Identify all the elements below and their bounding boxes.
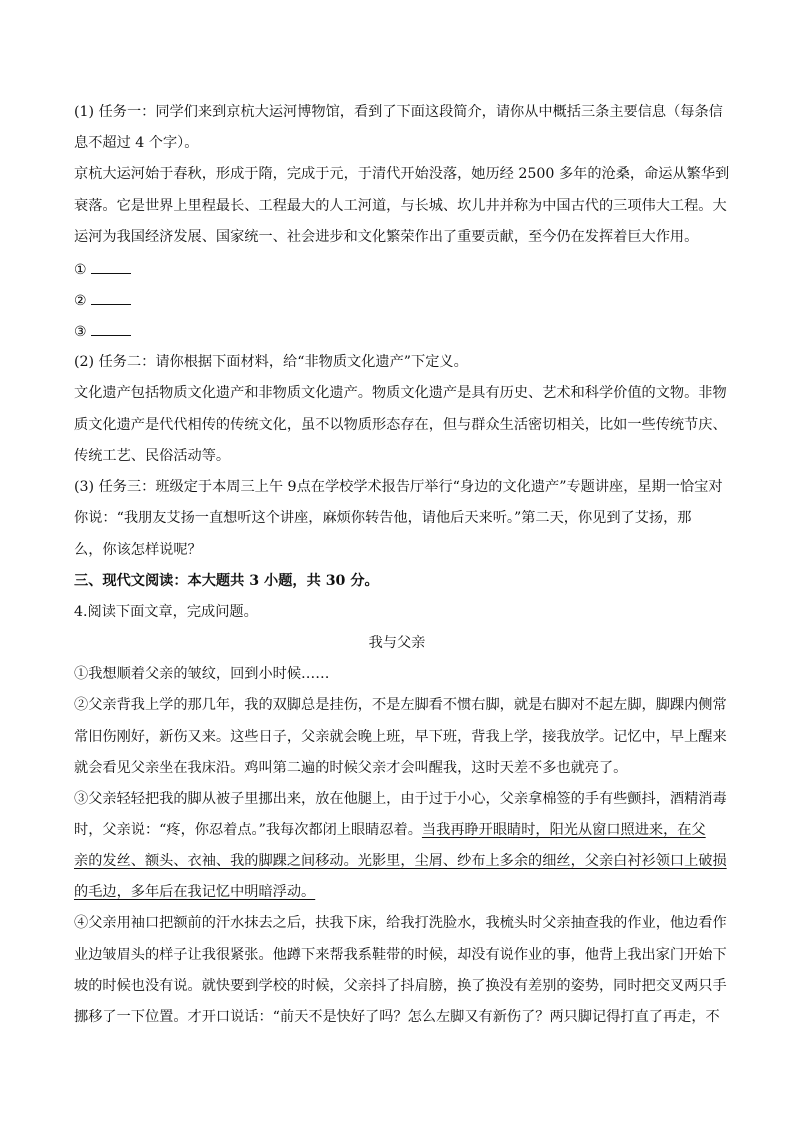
section-heading: 三、现代文阅读：本大题共 3 小题，共 30 分。: [74, 573, 379, 589]
underlined-passage-line3: 的毛边，多年后在我记忆中明暗浮动。: [74, 884, 316, 900]
task1-prompt-line2: 息不超过 4 个字）。: [74, 135, 199, 151]
underlined-passage-start: 当我再睁开眼睛时，阳光从窗口照进来，在父: [421, 822, 706, 838]
answer-line-3: [74, 323, 724, 340]
essay-paragraph-2-line1: ②父亲背我上学的那几年，我的双脚总是挂伤，不是左脚看不惯右脚，就是右脚对不起左脚，脚踝内侧常: [74, 697, 727, 713]
answer-marker-2: ②: [74, 293, 87, 309]
answer-line-1: [74, 261, 724, 278]
answer-blank-3: [91, 323, 131, 336]
task3-line2: 你说：“我朋友艾扬一直想听这个讲座，麻烦你转告他，请他后天来听。”第二天，你见到了艾扬，那: [74, 510, 692, 526]
task1-passage-line2: 衰落。它是世界上里程最长、工程最大的人工河道，与长城、坎儿井并称为中国古代的三项伟大工程。大: [74, 198, 727, 214]
underlined-passage-line2: 亲的发丝、额头、衣袖、我的脚踝之间移动。光影里，尘屑、纱布上多余的细丝，父亲白衬衫领口上破损: [74, 853, 727, 869]
task1-passage-line1: 京杭大运河始于春秋，形成于隋，完成于元，于清代开始没落，她历经 2500 多年的沧桑，命运从繁华到: [74, 166, 730, 182]
answer-blank-2: [91, 292, 131, 305]
essay-paragraph-1: ①我想顺着父亲的皱纹，回到小时候……: [74, 666, 330, 682]
answer-blank-1: [91, 261, 131, 274]
essay-paragraph-4-line1: ④父亲用袖口把额前的汗水抹去之后，扶我下床，给我打洗脸水，我梳头时父亲抽查我的作业，他边看作: [74, 915, 727, 931]
essay-paragraph-3-line1: ③父亲轻轻把我的脚从被子里挪出来，放在他腿上，由于过于小心，父亲拿棉签的手有些颤抖，酒精消毒: [74, 791, 727, 807]
answer-marker-3: ③: [74, 324, 87, 340]
answer-marker-1: ①: [74, 262, 87, 278]
essay-title: 我与父亲: [368, 635, 426, 651]
essay-paragraph-4-line3: 坡的时候也没有说。就快要到学校的时候，父亲抖了抖肩膀，换了换没有差别的姿势，同时把交叉两只手: [74, 978, 727, 994]
answer-line-2: [74, 292, 724, 309]
task2-passage-line2: 质文化遗产是代代相传的传统文化，虽不以物质形态存在，但与群众生活密切相关，比如一些传统节庆、: [74, 417, 727, 433]
essay-paragraph-3-line2: [74, 822, 724, 838]
essay-paragraph-2-line2: 常旧伤刚好，新伤又来。这些日子，父亲就会晚上班，早下班，背我上学，接我放学。记忆中，早上醒来: [74, 729, 727, 745]
task3-line3: 么，你该怎样说呢？: [74, 542, 202, 558]
essay-paragraph-3-text: 时，父亲说：“疼，你忍着点。”我每次都闭上眼睛忍着。: [74, 822, 422, 838]
question-4-prompt: 4.阅读下面文章，完成问题。: [74, 604, 258, 620]
essay-paragraph-4-line2: 业边皱眉头的样子让我很紧张。他蹲下来帮我系鞋带的时候，却没有说作业的事，他背上我出家门开始下: [74, 947, 727, 963]
task2-passage-line3: 传统工艺、民俗活动等。: [74, 448, 231, 464]
task1-passage-line3: 运河为我国经济发展、国家统一、社会进步和文化繁荣作出了重要贡献，至今仍在发挥着巨大作用。: [74, 229, 699, 245]
essay-paragraph-4-line4: 挪移了一下位置。才开口说话：“前天不是快好了吗？怎么左脚又有新伤了？两只脚记得打直了再走，不: [74, 1009, 720, 1025]
essay-paragraph-2-line3: 就会看见父亲坐在我床沿。鸡叫第二遍的时候父亲才会叫醒我，这时天差不多也就亮了。: [74, 760, 628, 776]
task2-passage-line1: 文化遗产包括物质文化遗产和非物质文化遗产。物质文化遗产是具有历史、艺术和科学价值的文物。非物: [74, 385, 727, 401]
task3-line1: (3) 任务三：班级定于本周三上午 9点在学校学术报告厅举行“身边的文化遗产”专题讲座，星期一恰宝对: [74, 479, 723, 495]
task1-prompt-line1: (1) 任务一：同学们来到京杭大运河博物馆，看到了下面这段简介，请你从中概括三条主要信息（每条信: [74, 104, 723, 120]
task2-prompt: (2) 任务二：请你根据下面材料，给“非物质文化遗产”下定义。: [74, 354, 468, 370]
